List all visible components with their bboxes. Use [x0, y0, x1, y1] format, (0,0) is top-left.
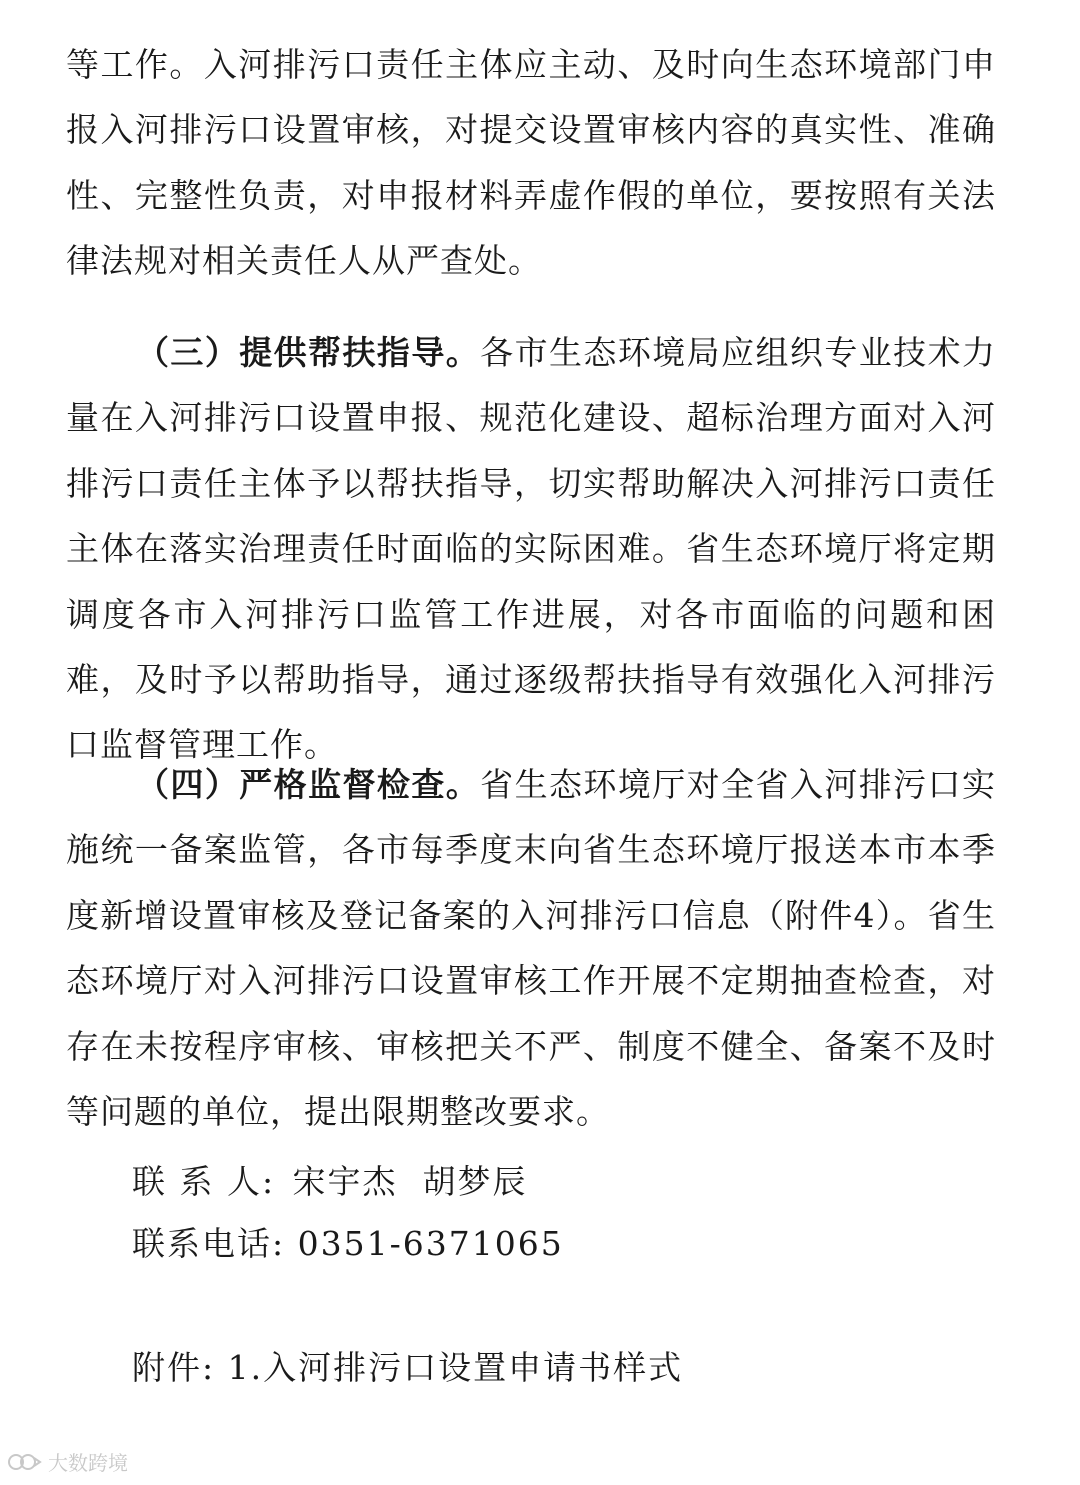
paragraph-continued: 等工作。入河排污口责任主体应主动、及时向生态环境部门申报入河排污口设置审核，对提交设置审核内容的真实性、准确性、完整性负责，对申报材料弄虚作假的单位，要按照有关法律法规对相关责任人从严查处。 — [66, 45, 996, 281]
phone-label: 联系电话: — [132, 1224, 286, 1263]
watermark-text: 大数跨境 — [48, 1451, 128, 1475]
section-four-body: 省生态环境厅对全省入河排污口实施统一备案监管，各市每季度末向省生态环境厅报送本市本季度新增设置审核及登记备案的入河排污口信息（附件4）。省生态环境厅对入河排污口设置审核工作开展不定期抽查检查，对存在未按程序审核、审核把关不严、制度不健全、备案不及时等问题的单位，提出限期整改要求。 — [66, 765, 997, 1132]
section-three-heading: （三）提供帮扶指导。 — [136, 333, 481, 372]
paragraph-section-four — [66, 752, 996, 1144]
contact-phone-line — [132, 1224, 564, 1264]
attachment-line — [132, 1348, 683, 1388]
contact-names: 宋宇杰 胡梦辰 — [292, 1162, 528, 1201]
phone-number: 0351-6371065 — [297, 1224, 564, 1263]
attachment-item: 1.入河排污口设置申请书样式 — [227, 1348, 684, 1387]
paragraph-section-three — [66, 320, 996, 778]
section-four-heading: （四）严格监督检查。 — [136, 765, 481, 804]
watermark — [8, 1447, 128, 1476]
contact-person-line — [132, 1162, 527, 1202]
logo-icon — [8, 1450, 42, 1474]
contact-label: 联 系 人: — [132, 1162, 276, 1201]
section-three-body: 各市生态环境局应组织专业技术力量在入河排污口设置申报、规范化建设、超标治理方面对入河排污口责任主体予以帮扶指导，切实帮助解决入河排污口责任主体在落实治理责任时面临的实际困难。省生态环境厅将定期调度各市入河排污口监管工作进展，对各市面临的问题和困难，及时予以帮助指导，通过逐级帮扶指导有效强化入河排污口监督管理工作。 — [66, 333, 997, 765]
attachment-label: 附件: — [132, 1348, 216, 1387]
